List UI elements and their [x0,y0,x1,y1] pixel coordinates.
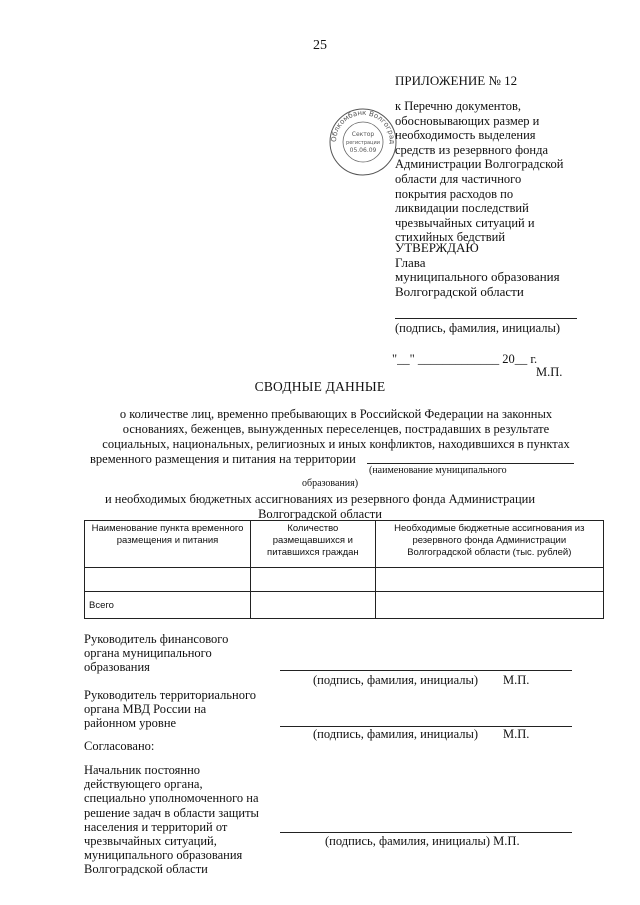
stamp-outer-text: Облкомбанк Волгоград [329,108,397,145]
stamp-inner-line: регистрации [346,140,380,146]
stamp-inner-line: 05.06.09 [349,147,377,154]
table-header-row [85,521,604,568]
document-title: СВОДНЫЕ ДАННЫЕ [254,379,386,394]
approval-signature-caption: (подпись, фамилия, инициалы) [395,321,561,335]
role-line: муниципального образования [84,848,243,863]
appendix-ref-line: необходимость выделения [395,128,536,143]
summary-table [84,520,604,619]
finance-head-role [84,632,228,675]
role-line: чрезвычайных ситуаций, [84,834,217,849]
table-cell [85,568,251,592]
appendix-title: ПРИЛОЖЕНИЕ № 12 [395,73,518,88]
intro-paragraph [84,407,588,467]
appendix-ref-line: Администрации Волгоградской [395,157,564,172]
role-line: Руководитель территориального [84,688,257,702]
approval-line: УТВЕРЖДАЮ [395,240,479,255]
mvd-head-stamp-place: М.П. [503,727,530,741]
role-line: решение задач в области защиты [84,805,259,820]
budget-paragraph [0,492,640,521]
appendix-ref-line: стихийных бедствий [395,230,506,245]
role-line: действующего органа, [84,777,203,792]
role-line: населения и территорий от [84,819,228,834]
table-cell [251,592,376,619]
table-cell: Всего [85,592,251,619]
territory-caption: (наименование муниципального [369,465,507,476]
finance-head-signature-line [280,670,572,671]
table-cell [251,568,376,592]
role-line: районном уровне [84,716,177,731]
table-header: Необходимые бюджетные ассигнования из резервного фонда Администрации Волгоградской области (тыс. рублей) [375,521,603,568]
approval-stamp-place: М.П. [536,365,563,379]
budget-line: и необходимых бюджетных ассигнованиях из резервного фонда Администрации [104,492,536,506]
role-line: Начальник постоянно [84,763,201,777]
approval-block [395,241,560,299]
budget-line: Волгоградской области [258,506,382,521]
approval-line: Волгоградской области [395,283,524,299]
appendix-ref-line: покрытия расходов по [395,186,514,201]
role-line: специально уполномоченного на [84,791,259,806]
approval-line: муниципального образования [395,269,560,285]
finance-head-signature-caption: (подпись, фамилия, инициалы) [313,673,479,687]
mvd-head-signature-caption: (подпись, фамилия, инициалы) [313,727,479,741]
emergency-head-signature-line [280,832,572,833]
table-row [85,568,604,592]
territory-fill-line [367,463,574,464]
approval-date-line: "__" _____________ 20__ г. [392,352,538,366]
emergency-head-signature-caption: (подпись, фамилия, инициалы) М.П. [325,834,520,848]
finance-head-stamp-place: М.П. [503,673,530,687]
stamp-inner-line: Сектор [351,131,375,138]
emergency-head-role [84,763,284,877]
appendix-ref-line: средств из резервного фонда [395,142,548,157]
appendix-ref-line: области для частичного [395,171,522,186]
page-number: 25 [313,38,327,53]
intro-line: основаниях, беженцев, вынужденных переселенцев, пострадавших в результате [122,422,550,436]
intro-line: о количестве лиц, временно пребывающих в Российской Федерации на законных [119,407,553,421]
appendix-ref-line: к Перечню документов, [395,99,522,113]
mvd-head-role [84,688,256,731]
approval-signature-line [395,318,577,319]
role-line: органа муниципального [84,646,212,661]
role-line: образования [84,660,150,675]
territory-caption-cont: образования) [302,478,359,489]
table-cell [375,568,603,592]
approval-line: Глава [395,254,426,270]
table-header: Количество размещавшихся и питавшихся граждан [251,521,376,568]
agreed-label: Согласовано: [84,739,155,753]
appendix-ref-line: ликвидации последствий [395,201,529,216]
table-row-total [85,592,604,619]
intro-line: социальных, национальных, религиозных и иных конфликтов, находившихся в пунктах [102,437,570,451]
role-line: органа МВД России на [84,702,207,717]
table-cell [375,592,603,619]
role-line: Руководитель финансового [84,632,229,646]
intro-line: временного размещения и питания на территории [90,452,356,466]
table-header: Наименование пункта временного размещения и питания [85,521,251,568]
registration-stamp [328,107,398,177]
appendix-ref-line: чрезвычайных ситуаций и [395,215,535,230]
role-line: Волгоградской области [84,862,208,877]
appendix-reference [395,99,615,245]
appendix-ref-line: обосновывающих размер и [395,113,540,128]
